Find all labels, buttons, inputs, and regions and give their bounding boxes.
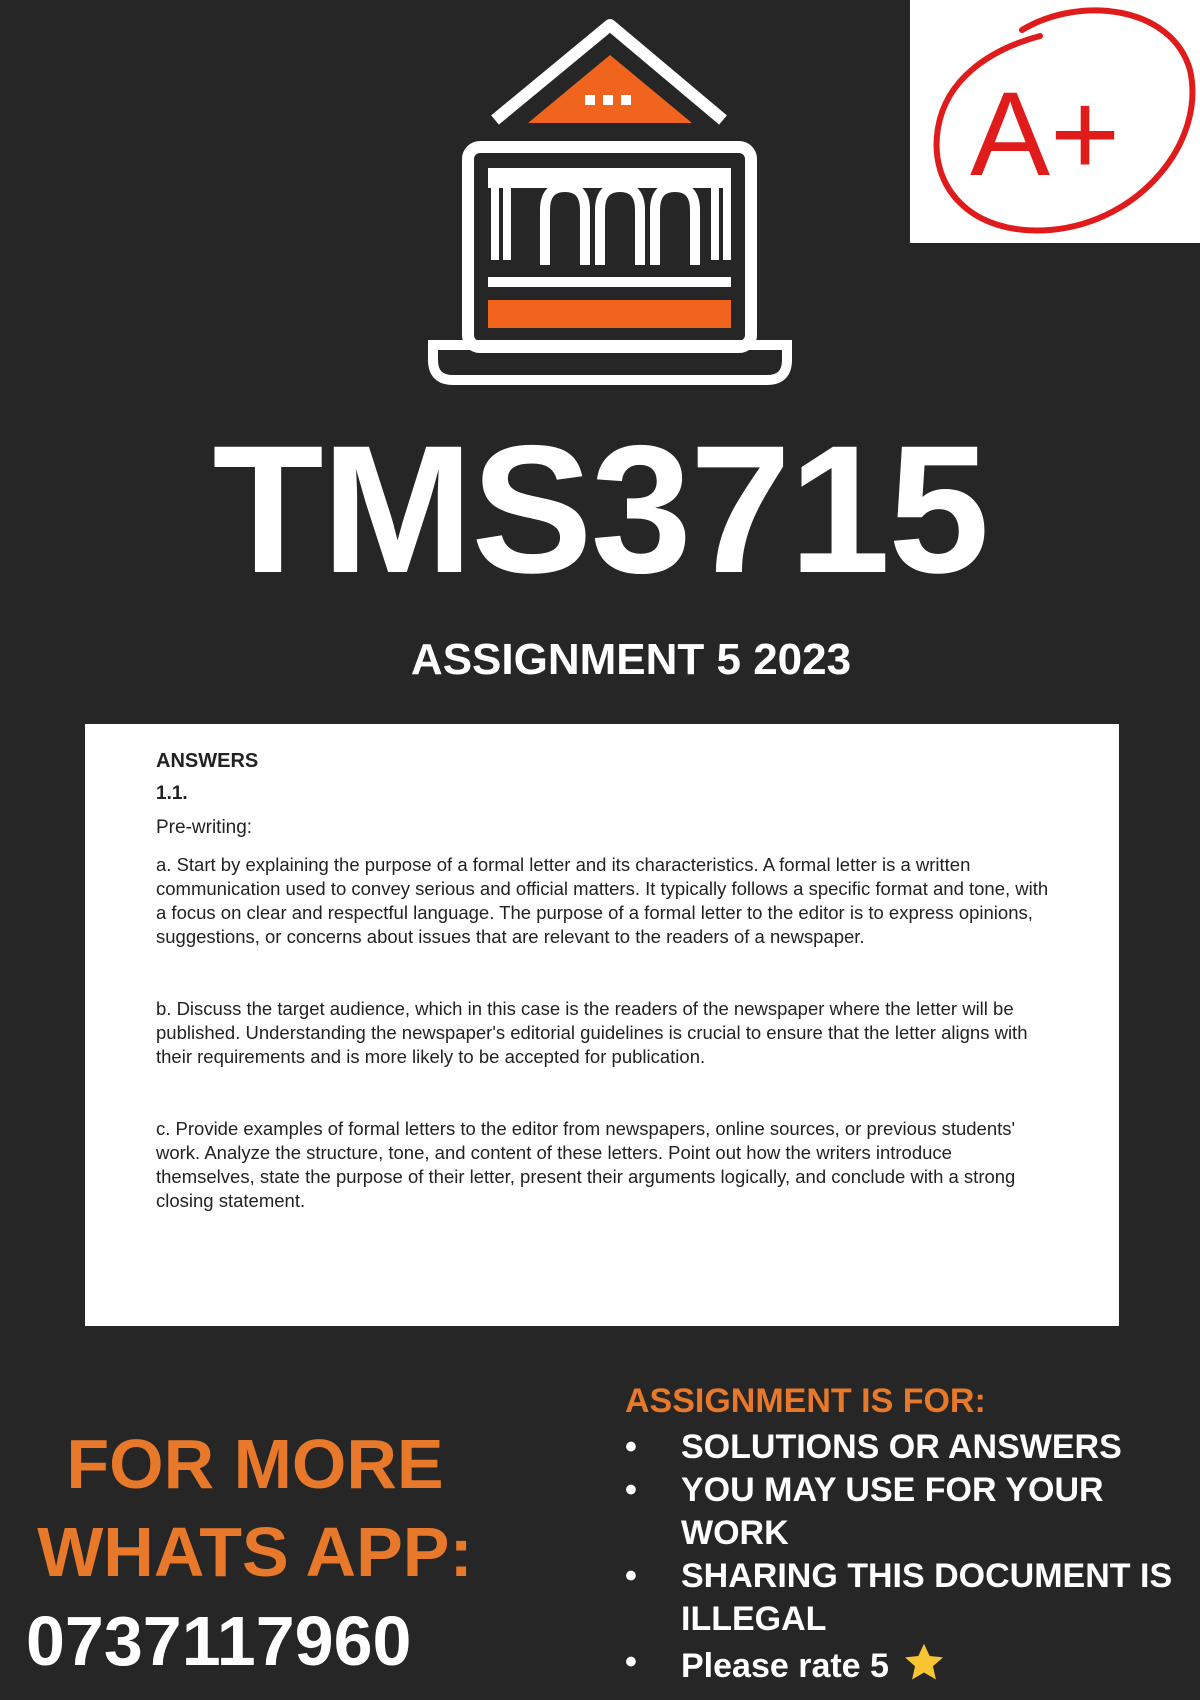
bullet: • bbox=[625, 1557, 637, 1595]
logo bbox=[425, 15, 795, 387]
course-code: TMS3715 bbox=[212, 407, 988, 611]
answer-paragraph-c: c. Provide examples of formal letters to the editor from newspapers, online sources, or previous students' work. Analyze the structure, tone, and content of these letters. Point out how the writers introduce themselves, state the purpose of their letter, present their arguments logically, and conclude with a strong closing statement. bbox=[156, 1118, 1016, 1211]
bullet: • bbox=[625, 1471, 637, 1509]
laptop-library-icon bbox=[425, 15, 795, 387]
contact-line-1: FOR MORE bbox=[66, 1425, 444, 1503]
list-item bbox=[625, 1426, 1195, 1469]
notice-list bbox=[625, 1426, 1195, 1688]
notice-item-text: YOU MAY USE FOR YOUR WORK bbox=[681, 1471, 1104, 1552]
whatsapp-number: 0737117960 bbox=[26, 1602, 412, 1680]
answer-paragraph-a: a. Start by explaining the purpose of a formal letter and its characteristics. A formal letter is a written communication used to convey serious and official matters. It typically follows a specific format and tone, with a focus on clear and respectful language. The purpose of a formal letter to the editor is to express opinions, suggestions, or concerns about issues that are relevant to the readers of a newspaper. bbox=[156, 854, 1049, 947]
bullet: • bbox=[625, 1643, 637, 1681]
grade-circle-icon bbox=[910, 0, 1200, 243]
notice-item-text: SHARING THIS DOCUMENT IS ILLEGAL bbox=[681, 1557, 1173, 1638]
bullet: • bbox=[625, 1428, 637, 1466]
answer-paragraph-b: b. Discuss the target audience, which in this case is the readers of the newspaper where the letter will be published. Understanding the newspaper's editorial guidelines is crucial to ensure that the letter aligns with their requirements and is more likely to be accepted for publication. bbox=[156, 998, 1028, 1067]
grade-stamp bbox=[910, 0, 1200, 243]
question-number: 1.1. bbox=[156, 783, 188, 804]
notice-item-text: Please rate 5 bbox=[681, 1647, 889, 1685]
notice-title: ASSIGNMENT IS FOR: bbox=[625, 1382, 986, 1420]
answers-card bbox=[85, 724, 1119, 1326]
answers-heading: ANSWERS bbox=[156, 750, 259, 772]
grade-text: A+ bbox=[969, 67, 1121, 201]
list-item bbox=[625, 1641, 1195, 1688]
notice-item-text: SOLUTIONS OR ANSWERS bbox=[681, 1428, 1122, 1466]
assignment-title: ASSIGNMENT 5 2023 bbox=[410, 635, 852, 684]
answers-subheading: Pre-writing: bbox=[156, 817, 253, 838]
usage-notice bbox=[625, 1378, 1195, 1688]
list-item bbox=[625, 1469, 1195, 1555]
star-icon bbox=[902, 1641, 946, 1685]
contact-line-2: WHATS APP: bbox=[37, 1513, 473, 1591]
contact-promo bbox=[20, 1420, 490, 1686]
list-item bbox=[625, 1555, 1195, 1641]
